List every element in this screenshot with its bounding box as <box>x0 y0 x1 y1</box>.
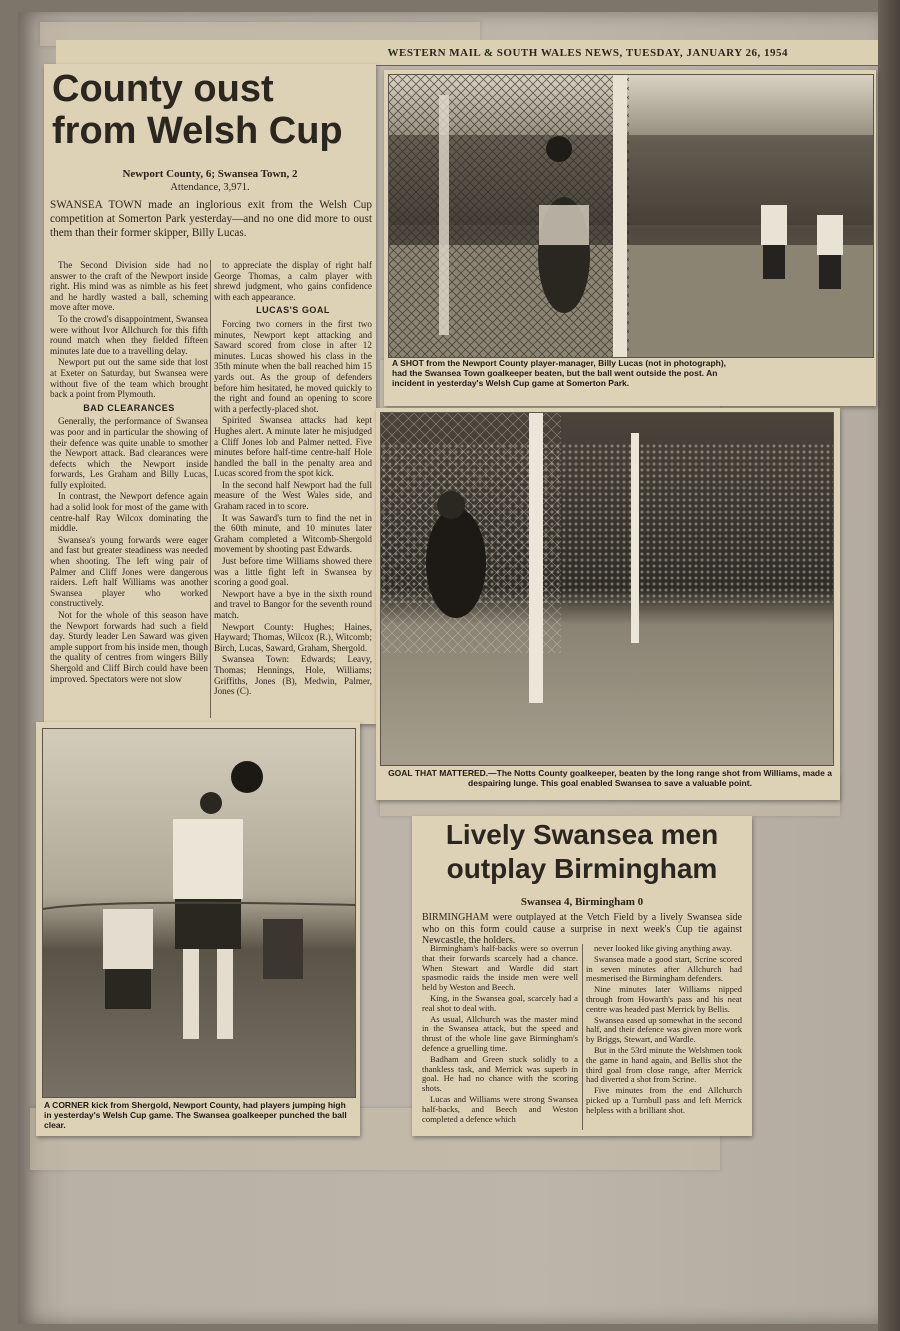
article1-column-1 <box>50 260 208 685</box>
book-spine <box>878 0 900 1331</box>
match-score: Newport County, 6; Swansea Town, 2 <box>122 168 298 180</box>
article2-column-2 <box>586 944 742 1117</box>
paragraph: To the crowd's disappointment, Swansea were without Ivor Allchurch for this fifth round match when they fielded fifteen minutes late due to a travelling delay. <box>50 313 208 356</box>
paragraph: King, in the Swansea goal, scarcely had a real shot to deal with. <box>422 992 578 1013</box>
paragraph: Birmingham's half-backs were so overrun that their forwards scarcely had a chance. When Stewart and Wardle did start spasmodic raids the inside men were well held by Weston and Beech. <box>422 943 578 993</box>
paragraph: Badham and Green stuck solidly to a thankless task, and Merrick was superb in goal. He had no chance with the scoring shots. <box>422 1053 578 1094</box>
paragraph: Swansea eased up somewhat in the second half, and their defence was given more work by Briggs, Stewart, and Wardle. <box>586 1014 742 1045</box>
team-list: Newport County: Hughes; Haines, Hayward; Thomas, Wilcox (R.), Witcomb; Birch, Lucas, Saward, Graham, Shergold. <box>214 621 372 653</box>
attendance: Attendance, 3,971. <box>170 182 250 193</box>
paragraph: Nine minutes later Williams nipped through from Howarth's pass and his neat centre was headed past Merrick by Bellis. <box>586 984 742 1014</box>
paragraph: In the second half Newport had the full measure of the West Wales side, and Graham raced in to score. <box>214 479 372 512</box>
masthead: WESTERN MAIL & SOUTH WALES NEWS, TUESDAY, JANUARY 26, 1954 <box>56 40 878 66</box>
photo3-caption: A CORNER kick from Shergold, Newport County, had players jumping high in yesterday's Welsh Cup game. The Swansea goalkeeper punched the ball clear. <box>44 1100 347 1130</box>
paragraph: Generally, the performance of Swansea was poor and in particular the showing of their defence was quite unable to smother the Newport attack. Bad clearances were defects which the Newport inside forwards, Les Graham and Billy Lucas, fully exploited. <box>50 416 208 490</box>
paragraph: The Second Division side had no answer to the craft of the Newport inside right. His mind was as nimble as his feet and he hardly wasted a ball, scheming move after move. <box>50 260 208 313</box>
photo3-image <box>43 729 355 1097</box>
paragraph: Newport put out the same side that lost at Exeter on Saturday, but Swansea were without five of the team which brought back a point from Plymouth. <box>50 357 208 400</box>
column-rule <box>210 260 211 718</box>
paragraph: never looked like giving anything away. <box>594 943 732 953</box>
paragraph: Swansea made a good start, Scrine scored in seven minutes after Allchurch had mesmerised the Birmingham defenders. <box>586 953 742 984</box>
match-score: Swansea 4, Birmingham 0 <box>520 896 644 908</box>
subheading: LUCAS'S GOAL <box>256 305 330 316</box>
article-lively-swansea <box>412 816 752 1136</box>
paragraph: In contrast, the Newport defence again had a solid look for most of the game with centre-half Ray Wilcox dominating the middle. <box>50 491 208 534</box>
article-county-oust <box>44 64 376 724</box>
paragraph: Just before time Williams showed there was a little fight left in Swansea by scoring a good goal. <box>214 556 372 588</box>
photo2-image <box>381 413 833 765</box>
photo-corner-kick <box>42 728 356 1098</box>
photo-goalmouth-shot <box>388 74 874 358</box>
paragraph: Spirited Swansea attacks had kept Hughes alert. A minute later he misjudged a Cliff Jones lob and Palmer netted. Five minutes before half-time centre-half Hole handled the ball in the penalty area and Lucas scored from the spot kick. <box>214 415 372 479</box>
paragraph: Swansea's young forwards were eager and fast but greater steadiness was needed when shooting. The left wing pair of Palmer and Cliff Jones were dangerous raiders. Left half Williams was another Swansea player who worked constructively. <box>50 534 208 609</box>
headline-line1: County oust <box>52 68 274 110</box>
article2-column-1 <box>422 944 578 1125</box>
team-list: Swansea Town: Edwards; Leavy, Thomas; Hennings, Hole, Williams; Griffiths, Jones (B), Medwin, Palmer, Jones (C). <box>214 654 372 697</box>
paragraph: It was Saward's turn to find the net in the 60th minute, and 10 minutes later Graham completed a Witcomb-Shergold movement by shooting past Edwards. <box>214 512 372 555</box>
paragraph: But in the 53rd minute the Welshmen took the game in hand again, and Bellis shot the third goal from close range, after Merrick had diverted a shot from Scrine. <box>586 1044 742 1085</box>
paragraph: to appreciate the display of right half George Thomas, a calm player with shrewd judgment, who gains confidence with each appearance. <box>214 260 372 302</box>
paragraph: Five minutes from the end Allchurch picked up a Turnbull pass and left Merrick helpless with a brilliant shot. <box>586 1085 742 1115</box>
column-rule <box>582 944 583 1130</box>
paragraph: Not for the whole of this season have the Newport forwards had such a field day. Sturdy leader Len Saward was given ample support from his inside men, though the quality of centres from wingers Billy Shergold and Cliff Birch could have been improved. Spectators were not slow <box>50 610 208 684</box>
headline-line1: Lively Swansea men <box>445 819 719 850</box>
photo-goal-that-mattered <box>380 412 834 766</box>
paragraph: Newport have a bye in the sixth round and travel to Bangor for the seventh round match. <box>214 588 372 620</box>
photo2-caption: GOAL THAT MATTERED.—The Notts County goalkeeper, beaten by the long range shot from Williams, made a despairing lunge. This goal enabled Swansea to save a valuable point. <box>388 768 832 788</box>
photo1-caption: A SHOT from the Newport County player-manager, Billy Lucas (not in photograph), had the Swansea Town goalkeeper beaten, but the ball went outside the post. An incident in yesterday's Welsh Cup game at Somerton Park. <box>392 358 727 388</box>
paragraph: As usual, Allchurch was the master mind in the Swansea attack, but the speed and thrust of the whole line gave Birmingham's defence a gruelling time. <box>422 1013 578 1053</box>
article1-column-2 <box>214 260 372 698</box>
headline-line2: outplay Birmingham <box>446 853 718 884</box>
photo1-image <box>389 75 873 357</box>
lead-paragraph: SWANSEA TOWN made an inglorious exit from the Welsh Cup competition at Somerton Park yesterday—and no one did more to oust them than their former skipper, Billy Lucas. <box>50 199 372 239</box>
paragraph: Lucas and Williams were strong Swansea half-backs, and Beech and Weston completed a defence which <box>422 1093 578 1124</box>
headline-line2: from Welsh Cup <box>52 110 343 152</box>
subheading: BAD CLEARANCES <box>83 402 175 413</box>
paragraph: Forcing two corners in the first two minutes, Newport kept attacking and Saward scored from close in after 12 minutes. Lucas showed his class in the 35th minute when the ball reached him 15 yards out. As the group of defenders before him hesitated, he moved quickly to the right and found an opening to score with a perfectly-placed shot. <box>214 318 372 414</box>
lead-paragraph: BIRMINGHAM were outplayed at the Vetch Field by a lively Swansea side who on this form could cause a surprise in next week's Cup tie against Newcastle, the holders. <box>422 912 742 946</box>
